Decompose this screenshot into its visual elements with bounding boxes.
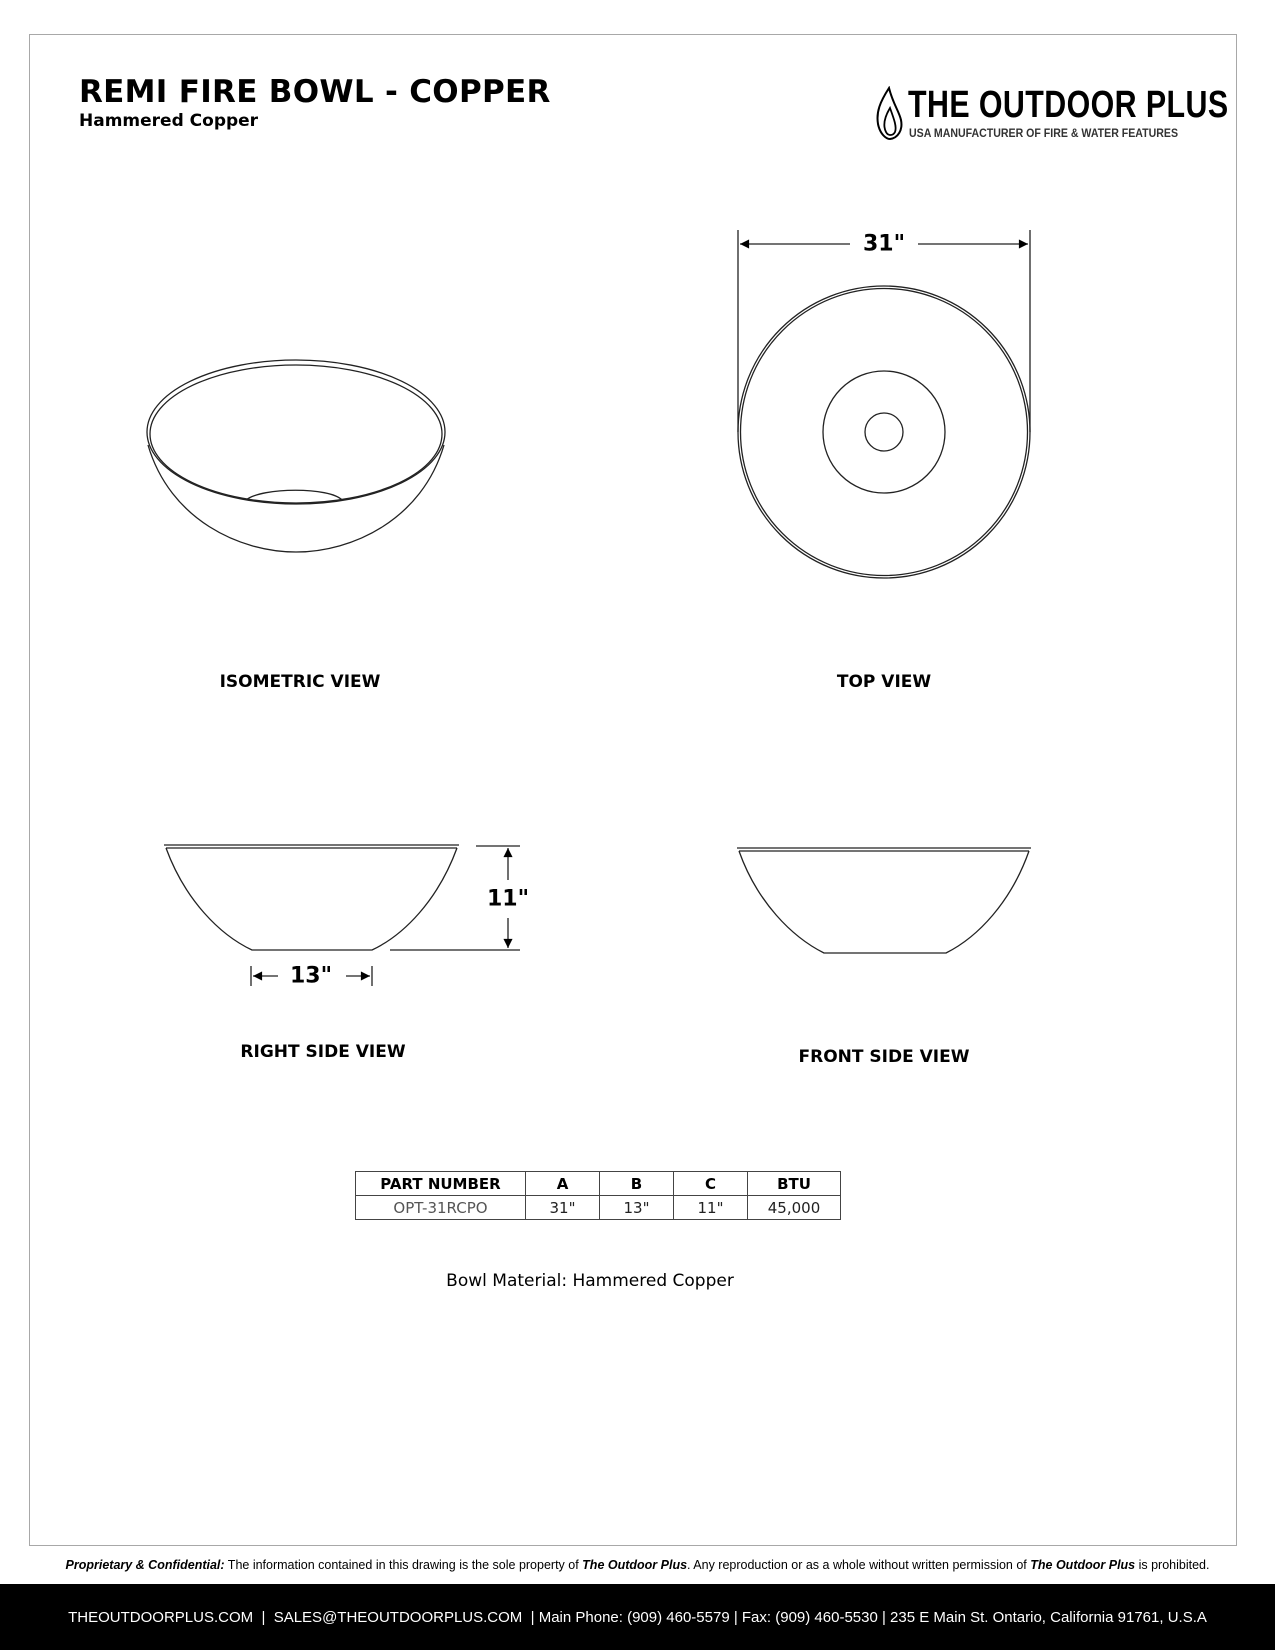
notice-text-1: The information contained in this drawing is the sole property of bbox=[224, 1558, 583, 1572]
header-a: A bbox=[526, 1172, 600, 1196]
diameter-dimension: 31" bbox=[859, 232, 909, 257]
notice-text-2: . Any reproduction or as a whole without written permission of bbox=[687, 1558, 1031, 1572]
notice-company-2: The Outdoor Plus bbox=[1030, 1558, 1136, 1572]
spec-table bbox=[355, 1171, 841, 1220]
cell-c: 11" bbox=[674, 1196, 748, 1220]
logo-tagline: USA MANUFACTURER OF FIRE & WATER FEATURES bbox=[909, 128, 1179, 140]
page-subtitle: Hammered Copper bbox=[79, 111, 259, 131]
height-dimension: 11" bbox=[483, 887, 533, 912]
header-b: B bbox=[600, 1172, 674, 1196]
isometric-view-label: ISOMETRIC VIEW bbox=[219, 672, 381, 692]
cell-b: 13" bbox=[600, 1196, 674, 1220]
header-btu: BTU bbox=[748, 1172, 841, 1196]
top-view-drawing bbox=[738, 230, 1030, 578]
right-side-view-label: RIGHT SIDE VIEW bbox=[240, 1042, 406, 1062]
right-side-view-drawing bbox=[164, 845, 520, 986]
cell-a: 31" bbox=[526, 1196, 600, 1220]
bowl-material: Bowl Material: Hammered Copper bbox=[446, 1271, 734, 1291]
front-side-view-drawing bbox=[737, 848, 1031, 953]
header-part-number: PART NUMBER bbox=[356, 1172, 526, 1196]
header-c: C bbox=[674, 1172, 748, 1196]
cell-part-number: OPT-31RCPO bbox=[356, 1196, 526, 1220]
notice-lead: Proprietary & Confidential: bbox=[65, 1558, 225, 1572]
front-side-view-label: FRONT SIDE VIEW bbox=[798, 1047, 970, 1067]
cell-btu: 45,000 bbox=[748, 1196, 841, 1220]
footer-contact-text: THEOUTDOORPLUS.COM | SALES@THEOUTDOORPLUS.COM | Main Phone: (909) 460-5579 | Fax: (909) 460-5530 | 235 E Main St. Ontario, California 91761, U.S.A bbox=[68, 1608, 1207, 1626]
confidential-notice bbox=[0, 1558, 1275, 1572]
notice-text-3: is prohibited. bbox=[1135, 1558, 1210, 1572]
spec-table-header-row bbox=[356, 1172, 841, 1196]
isometric-bowl-drawing bbox=[147, 360, 445, 552]
logo-name: THE OUTDOOR PLUS bbox=[908, 84, 1229, 126]
top-view-label: TOP VIEW bbox=[836, 672, 932, 692]
table-row bbox=[356, 1196, 841, 1220]
page-title: REMI FIRE BOWL - COPPER bbox=[79, 74, 551, 110]
notice-company-1: The Outdoor Plus bbox=[582, 1558, 688, 1572]
contact-footer bbox=[0, 1584, 1275, 1650]
base-dimension: 13" bbox=[286, 964, 336, 989]
